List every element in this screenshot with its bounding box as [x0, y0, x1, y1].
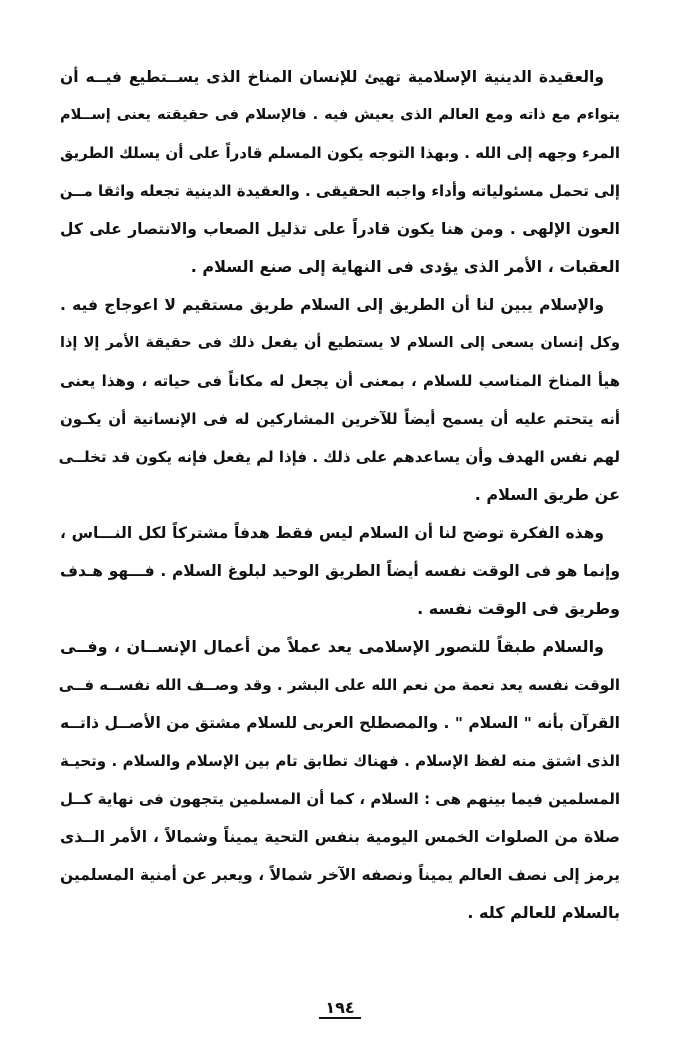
- text-line: الذى اشتق منه لفظ الإسلام . فهناك تطابق تام بين الإسلام والسلام . وتحيـة: [60, 752, 620, 770]
- text-line: وكل إنسان يسعى إلى السلام لا يستطيع أن يفعل ذلك فى حقيقة الأمر إلا إذا: [60, 335, 620, 351]
- text-line: يتواءم مع ذاته ومع العالم الذى يعيش فيه . فالإسلام فى حقيقته يعنى إســلام: [60, 107, 620, 123]
- text-line: والإسلام يبين لنا أن الطريق إلى السلام طريق مستقيم لا اعوجاج فيه .: [60, 296, 604, 314]
- page-number: [0, 998, 680, 1017]
- text-line: لهم نفس الهدف وأن يساعدهم على ذلك . فإذا لم يفعل فإنه يكون قد تخلــى: [58, 448, 620, 466]
- text-line: صلاة من الصلوات الخمس اليومية بنفس التحية يميناً وشمالاً ، الأمر الــذى: [60, 828, 620, 846]
- text-line: المرء وجهه إلى الله . وبهذا التوجه يكون المسلم قادراً على أن يسلك الطريق: [60, 144, 620, 162]
- text-line: والعقيدة الدينية الإسلامية تهيئ للإنسان المناخ الذى يســتطيع فيــه أن: [60, 68, 604, 86]
- text-line: العون الإلهى . ومن هنا يكون قادراً على تذليل الصعاب والانتصار على كل: [60, 220, 620, 238]
- text-line: والسلام طبقاً للتصور الإسلامى يعد عملاً من أعمال الإنســان ، وفــى: [60, 637, 604, 656]
- text-line: العقبات ، الأمر الذى يؤدى فى النهاية إلى صنع السلام .: [190, 257, 620, 276]
- text-line: وهذه الفكرة توضح لنا أن السلام ليس فقط هدفاً مشتركاً لكل النـــاس ،: [60, 524, 604, 542]
- text-line: الوقت نفسه يعد نعمة من نعم الله على البشر . وقد وصــف الله نفســه فــى: [58, 676, 620, 694]
- text-line: المسلمين فيما بينهم هى : السلام ، كما أن المسلمين يتجهون فى نهاية كــل: [60, 790, 620, 808]
- text-line: وإنما هو فى الوقت نفسه أيضاً الطريق الوحيد لبلوغ السلام . فـــهو هـدف: [60, 562, 620, 580]
- text-line: القرآن بأنه " السلام " . والمصطلح العربى للسلام مشتق من الأصــل ذاتــه: [60, 714, 620, 732]
- text-line: يرمز إلى نصف العالم يميناً ونصفه الآخر شمالاً ، ويعبر عن أمنية المسلمين: [60, 866, 620, 884]
- text-line: عن طريق السلام .: [474, 485, 620, 504]
- body-text: [60, 58, 620, 932]
- page-number-value: ١٩٤: [319, 998, 360, 1019]
- text-line: هيأ المناخ المناسب للسلام ، بمعنى أن يجعل له مكاناً فى حياته ، وهذا يعنى: [60, 372, 620, 390]
- text-line: أنه يتحتم عليه أن يسمح أيضاً للآخرين المشاركين له فى الإنسانية أن يكـون: [60, 410, 620, 428]
- text-line: إلى تحمل مسئولياته وأداء واجبه الحقيقى . والعقيدة الدينية تجعله واثقا مــن: [59, 182, 620, 200]
- text-line: بالسلام للعالم كله .: [467, 903, 620, 922]
- text-line: وطريق فى الوقت نفسه .: [417, 599, 620, 618]
